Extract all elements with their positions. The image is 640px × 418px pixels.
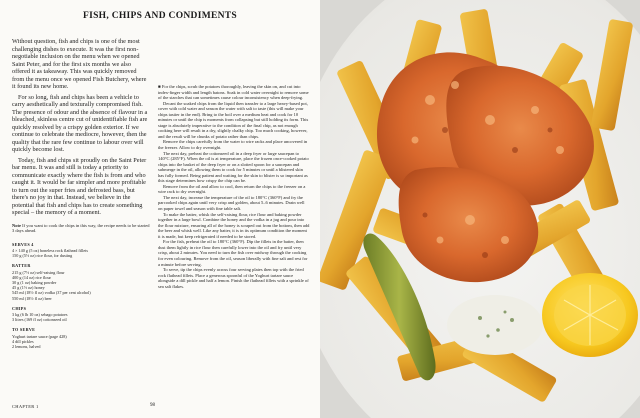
ingredient-group-heading: BATTER bbox=[12, 263, 31, 269]
ingredient-line: 215 g (7½ oz) self-raising flour bbox=[12, 269, 65, 275]
ingredient-group bbox=[12, 306, 150, 323]
method-paragraph: For the fish, preheat the oil to 180°C (360°F). Dip the fillets in the batter, then dust them lightly in rice flour then carefully lower into the oil and fry until very crisp, about 2 minutes. You need to turn the fish over midway through the cooking for even colouring. Remove from the oil, season liberally with fine salt and rest for a minute before serving. bbox=[158, 239, 308, 267]
intro-paragraph: Today, fish and chips sit proudly on the Saint Peter bar menu. It was and still is today a priority to communicate exactly where the fish is from and who caught it. It would be far simpler and more profitable to turn out the super fries and defrosted bass, but there's no joy in that. Instead, we believe in the potential that fish and chips has to create something special – the memory of a moment. bbox=[12, 156, 147, 216]
method-paragraph: To serve, tip the chips evenly across four serving plates then top with the fried rock flathead fillets. Place a generous spoonful of the Yoghurt tartare sauce alongside a dill pickle and half a lemon. Finish the flathead fillets with a sprinkle of sea salt flakes. bbox=[158, 267, 309, 289]
method-paragraph: Decant the soaked chips from the liquid then transfer to a large heavy-based pot, cover with cold water and season the water with salt to taste (this will make your chips tastier in the end). Bring to the boil over a medium heat and cook for 10 minutes or until the chip is moments from collapsing but still holding its form. This stage is absolutely imperative to the condition of the final chip, as not enough cooking here will result in a dry, slightly chalky chip. Too much cooking, however, and the result will be chunks of potato rather than chips. bbox=[158, 100, 309, 139]
ingredient-group-heading: CHIPS bbox=[12, 305, 27, 311]
left-column bbox=[12, 38, 150, 349]
ingredient-group bbox=[12, 263, 150, 300]
ingredient-line: 4 × 140 g (5 oz) boneless rock flathead fillets bbox=[12, 247, 88, 253]
ingredient-group-heading: SERVES 4 bbox=[12, 241, 34, 247]
ingredient-line: 4 dill pickles bbox=[12, 338, 34, 344]
ingredient-line: 2 lemons, halved bbox=[12, 343, 41, 349]
lemon-half bbox=[542, 273, 638, 357]
fish-and-chips-photo bbox=[320, 0, 640, 418]
ingredient-line: 150 g (5½ oz) rice flour, for dusting bbox=[12, 253, 73, 259]
recipe-note bbox=[12, 223, 150, 234]
ingredient-line: 45 g (1½ oz) honey bbox=[12, 285, 45, 291]
ingredient-group-heading: TO SERVE bbox=[12, 327, 36, 333]
tartare-sauce bbox=[447, 295, 543, 355]
ingredient-line: 545 ml (18½ fl oz) vodka (37 per cent alcohol) bbox=[12, 290, 91, 296]
chapter-footer: CHAPTER 1 bbox=[12, 404, 39, 409]
note-label: Note bbox=[12, 222, 21, 228]
ingredient-group bbox=[12, 327, 150, 349]
note-text: If you want to cook the chips in this way, the recipe needs to be started 3 days ahead. bbox=[12, 222, 150, 234]
ingredient-line: 3 kg (6 lb 10 oz) sebago potatoes bbox=[12, 311, 68, 317]
ingredient-line: Yoghurt tartare sauce (page 428) bbox=[12, 333, 67, 339]
method-paragraph: The next day, preheat the cottonseed oil in a deep fryer or large saucepan to 140°C (285°F). When the oil is at temperature, place the frozen once-cooked potato chips into the basket of the deep fryer or on a slotted spoon for a saucepan and submerge in the oil, allowing them to cook for 5 minutes or until a blistered skin has fully formed. Being patient and waiting for the skin to blister is so important as this stage determines how crispy the chip can be. bbox=[158, 150, 309, 184]
page-number: 98 bbox=[150, 403, 155, 408]
ingredient-line: 30 g (1 oz) baking powder bbox=[12, 279, 57, 285]
ingredients-list bbox=[12, 242, 150, 349]
intro-text bbox=[12, 38, 150, 217]
method-column bbox=[158, 84, 310, 289]
ingredient-group bbox=[12, 242, 150, 259]
ingredient-line: 3 litres (169 fl oz) cottonseed oil bbox=[12, 317, 67, 323]
ingredient-line: 550 ml (18½ fl oz) beer bbox=[12, 295, 52, 301]
ingredient-line: 400 g (14 oz) rice flour bbox=[12, 274, 51, 280]
method-paragraph: Remove the chips carefully from the water to wire racks and place uncovered in the freezer. Allow to dry overnight. bbox=[158, 139, 308, 151]
method-paragraph: The next day, increase the temperature of the oil to 180°C (360°F) and fry the parcooked chips again until very crisp and golden, about 5–6 minutes. Drain well on paper towel and season with fine table salt. bbox=[158, 194, 305, 212]
method-paragraph: Remove from the oil and allow to cool, then return the chips to the freezer on a wire rack to dry overnight. bbox=[158, 183, 306, 195]
page-title: FISH, CHIPS AND CONDIMENTS bbox=[82, 11, 237, 21]
intro-paragraph: Without question, fish and chips is one of the most challenging dishes to execute. It was the first non-negotiable inclusion on the menu when we opened Saint Peter, and for the first six months we also offered it as takeaway. This was quickly removed from the menu once we opened Fish Butchery, where it found its new home. bbox=[12, 38, 147, 90]
method-paragraph: ■ For the chips, scrub the potatoes thoroughly, leaving the skin on, and cut into index-finger width and length batons. Soak in cold water overnight to remove some of the starches that can sometimes cause colour inconsistency when deep-frying. bbox=[158, 84, 309, 101]
intro-paragraph: For so long, fish and chips has been a vehicle to carry aesthetically and texturally compromised fish. The presence of odour and the absence of flavour in a bleached, skinless centre cut of unidentifiable fish are quickly resolved by a crispy golden exterior. If we continue to celebrate the mediocre, however, then the quality that the rare few continue to labour over will quickly become lost. bbox=[12, 93, 148, 153]
method-paragraph: To make the batter, whisk the self-raising flour, rice flour and baking powder together in a large bowl. Combine the honey and the vodka in a jug and pour into the flour mixture, ensuring all of the honey is scraped out from the bottom, then add the beer and whisk well. Like any batter, it is in its optimum condition the moment it is made, but keep refrigerated if needed to be stored. bbox=[158, 211, 310, 239]
